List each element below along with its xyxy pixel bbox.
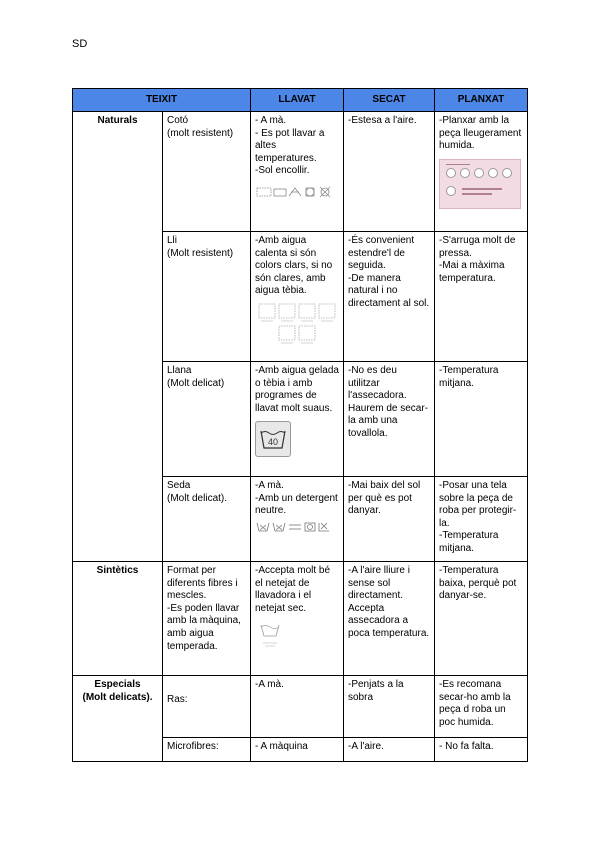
secat-ras: -Penjats a la sobra: [344, 676, 435, 738]
secat-seda: -Mai baix del sol per què es pot danyar.: [344, 477, 435, 562]
header-planxat: PLANXAT: [435, 89, 528, 112]
llavat-coto: - A mà. - Es pot llavar a altes temperatures. -Sol encollir.: [251, 112, 344, 232]
table-row-ras: [73, 676, 528, 738]
wash-temperature-symbols-icon: [255, 302, 339, 351]
llavat-sintetics: -Accepta molt bé el netejat de llavadora i el netejat sec.: [251, 562, 344, 676]
category-especials: Especials (Molt delicats).: [73, 676, 163, 762]
planxat-seda: -Posar una tela sobre la peça de roba per protegir-la. -Temperatura mitjana.: [435, 477, 528, 562]
llavat-ras: -A mà.: [251, 676, 344, 738]
secat-microfibres: -A l'aire.: [344, 738, 435, 762]
planxat-ras: -Es recomana secar-ho amb la peça d roba un poc humida.: [435, 676, 528, 738]
planxat-lli: -S'arruga molt de pressa. -Mai a màxima temperatura.: [435, 232, 528, 362]
fabric-coto: Cotó (molt resistent): [163, 112, 251, 232]
ironing-guide-image: [439, 159, 521, 209]
fabric-sintetics: Format per diferents fibres i mescles. -Es poden llavar amb la màquina, amb aigua temperada.: [163, 562, 251, 676]
header-teixit: TEIXIT: [73, 89, 251, 112]
llavat-microfibres: - A màquina: [251, 738, 344, 762]
table-header-row: [73, 89, 528, 112]
document-code: SD: [72, 38, 88, 50]
laundry-care-symbols-icon: [255, 186, 339, 198]
wash-40-icon: [255, 421, 291, 457]
header-secat: SECAT: [344, 89, 435, 112]
planxat-coto: -Planxar amb la peça lleugerament humida.: [435, 112, 528, 232]
table-row-coto: [73, 112, 528, 232]
secat-lli: -És convenient estendre'l de seguida. -De manera natural i no directament al sol.: [344, 232, 435, 362]
llavat-lli: -Amb aigua calenta si són colors clars, si no són clares, amb aigua tèbia.: [251, 232, 344, 362]
planxat-sintetics: -Temperatura baixa, perquè pot danyar-se.: [435, 562, 528, 676]
fabric-ras: Ras:: [163, 676, 251, 738]
secat-coto: -Estesa a l'aire.: [344, 112, 435, 232]
table-row-sintetics: [73, 562, 528, 676]
wash-40-label: 40: [267, 437, 279, 448]
planxat-microfibres: - No fa falta.: [435, 738, 528, 762]
llavat-seda: -A mà. -Amb un detergent neutre.: [251, 477, 344, 562]
fabric-seda: Seda (Molt delicat).: [163, 477, 251, 562]
fabric-lli: Lli (Molt resistent): [163, 232, 251, 362]
silk-care-symbols-icon: [255, 520, 339, 539]
secat-llana: -No es deu utilitzar l'assecadora. Haurem de secar-la amb una tovallola.: [344, 362, 435, 477]
llavat-llana: -Amb aigua gelada o tèbia i amb programes de llavat molt suaus. 40: [251, 362, 344, 477]
fabric-microfibres: Microfibres:: [163, 738, 251, 762]
header-llavat: LLAVAT: [251, 89, 344, 112]
hand-wash-icon: [255, 621, 339, 654]
secat-sintetics: -A l'aire lliure i sense sol directament. Accepta assecadora a poca temperatura.: [344, 562, 435, 676]
planxat-llana: -Temperatura mitjana.: [435, 362, 528, 477]
fabric-llana: Llana (Molt delicat): [163, 362, 251, 477]
category-sintetics: Sintètics: [73, 562, 163, 676]
fabric-care-table: [72, 88, 528, 762]
category-naturals: Naturals: [73, 112, 163, 562]
